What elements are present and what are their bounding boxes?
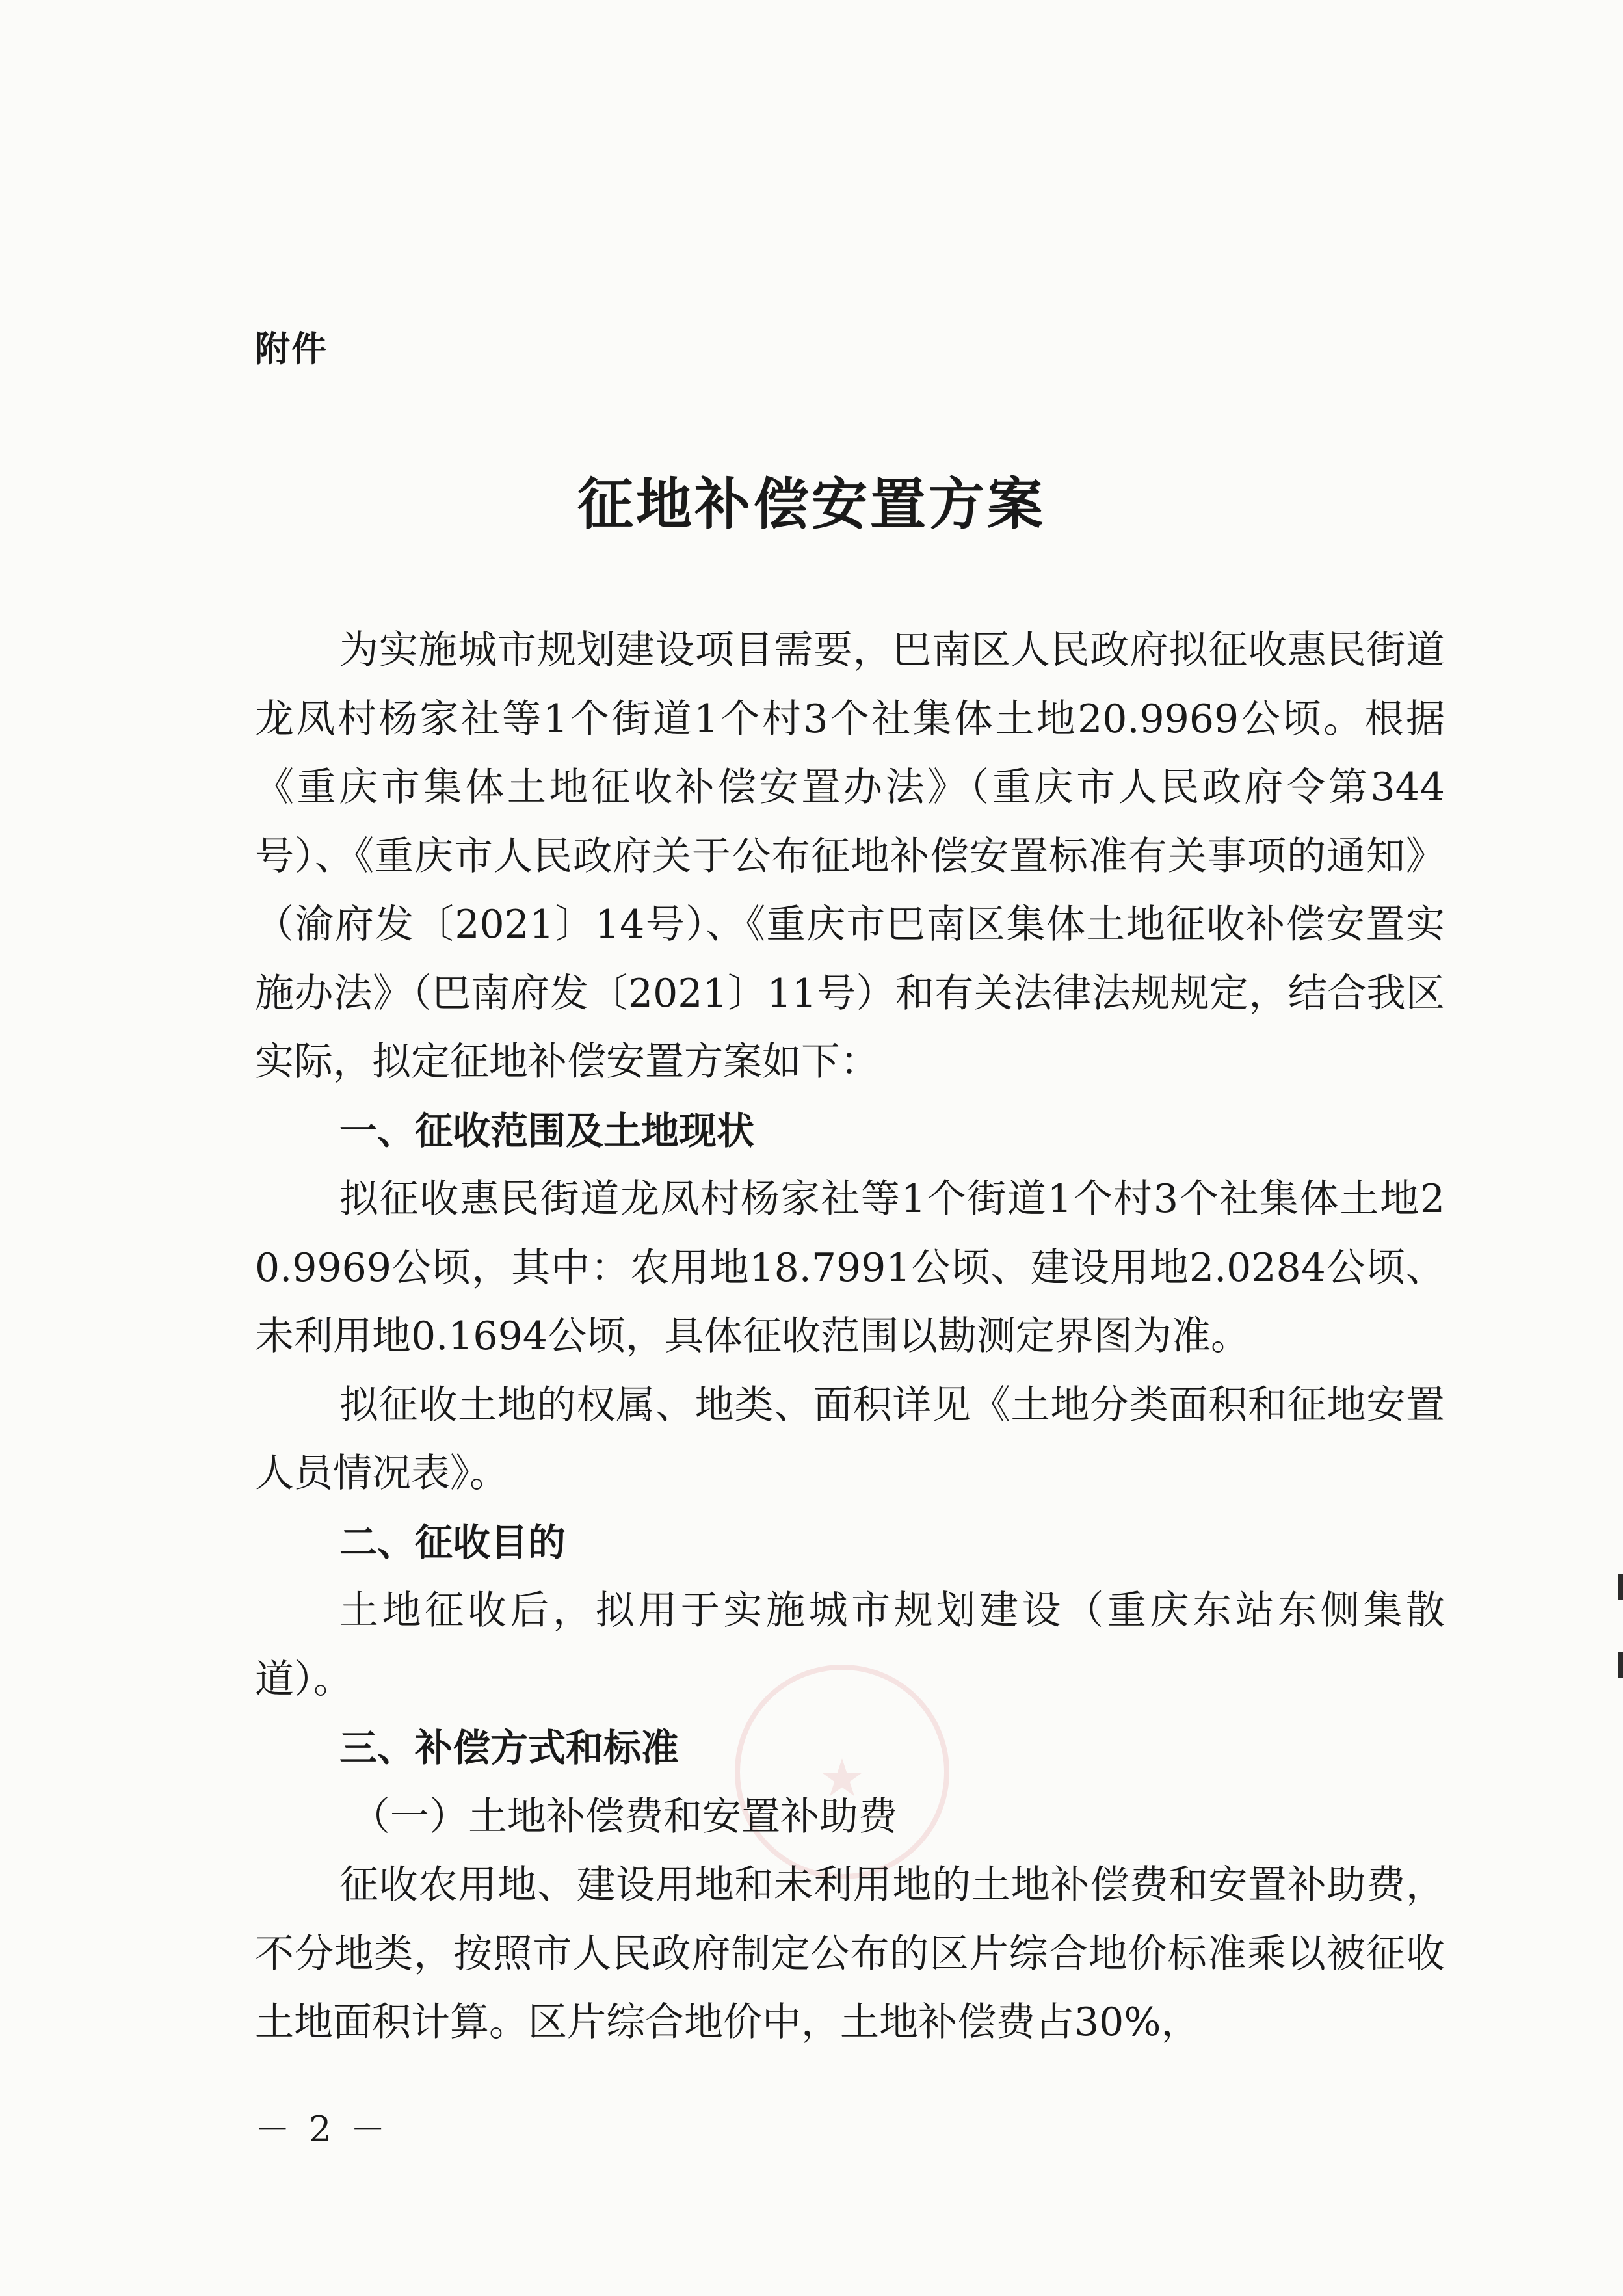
section-heading-3: 三、补偿方式和标准 (339, 1726, 680, 1770)
ownership-paragraph: 拟征收土地的权属、地类、面积详见《土地分类面积和征地安置人员情况表》。 (255, 1382, 1445, 1496)
page-number: － 2 － (255, 2109, 389, 2150)
subsection-heading-1: （一）土地补偿费和安置补助费 (351, 1793, 897, 1840)
document-body (255, 616, 1445, 2057)
scan-edge-mark (1618, 1574, 1623, 1600)
section-heading-2: 二、征收目的 (339, 1520, 566, 1564)
section-heading-1: 一、征收范围及土地现状 (339, 1108, 755, 1153)
document-title: 征地补偿安置方案 (577, 471, 1046, 537)
scan-edge-mark (1618, 1652, 1623, 1678)
seal-star-icon: ★ (819, 1748, 865, 1808)
attachment-label: 附件 (255, 328, 328, 369)
purpose-paragraph: 土地征收后，拟用于实施城市规划建设（重庆东站东侧集散道）。 (255, 1588, 1445, 1702)
intro-paragraph: 为实施城市规划建设项目需要，巴南区人民政府拟征收惠民街道龙凤村杨家社等1个街道1个村3个社集体土地20.9969公顷。根据《重庆市集体土地征收补偿安置办法》（重庆市人民政府令第344号）、《重庆市人民政府关于公布征地补偿安置标准有关事项的通知》（渝府发〔2021〕14号）、《重庆市巴南区集体土地征收补偿安置实施办法》（巴南府发〔2021〕11号）和有关法律法规规定，结合我区实际，拟定征地补偿安置方案如下： (255, 627, 1445, 1085)
scope-paragraph: 拟征收惠民街道龙凤村杨家社等1个街道1个村3个社集体土地20.9969公顷，其中：农用地18.7991公顷、建设用地2.0284公顷、未利用地0.1694公顷，具体征收范围以勘测定界图为准。 (255, 1176, 1445, 1359)
compensation-paragraph: 征收农用地、建设用地和未利用地的土地补偿费和安置补助费，不分地类，按照市人民政府制定公布的区片综合地价标准乘以被征收土地面积计算。区片综合地价中，土地补偿费占30%， (255, 1862, 1445, 2045)
